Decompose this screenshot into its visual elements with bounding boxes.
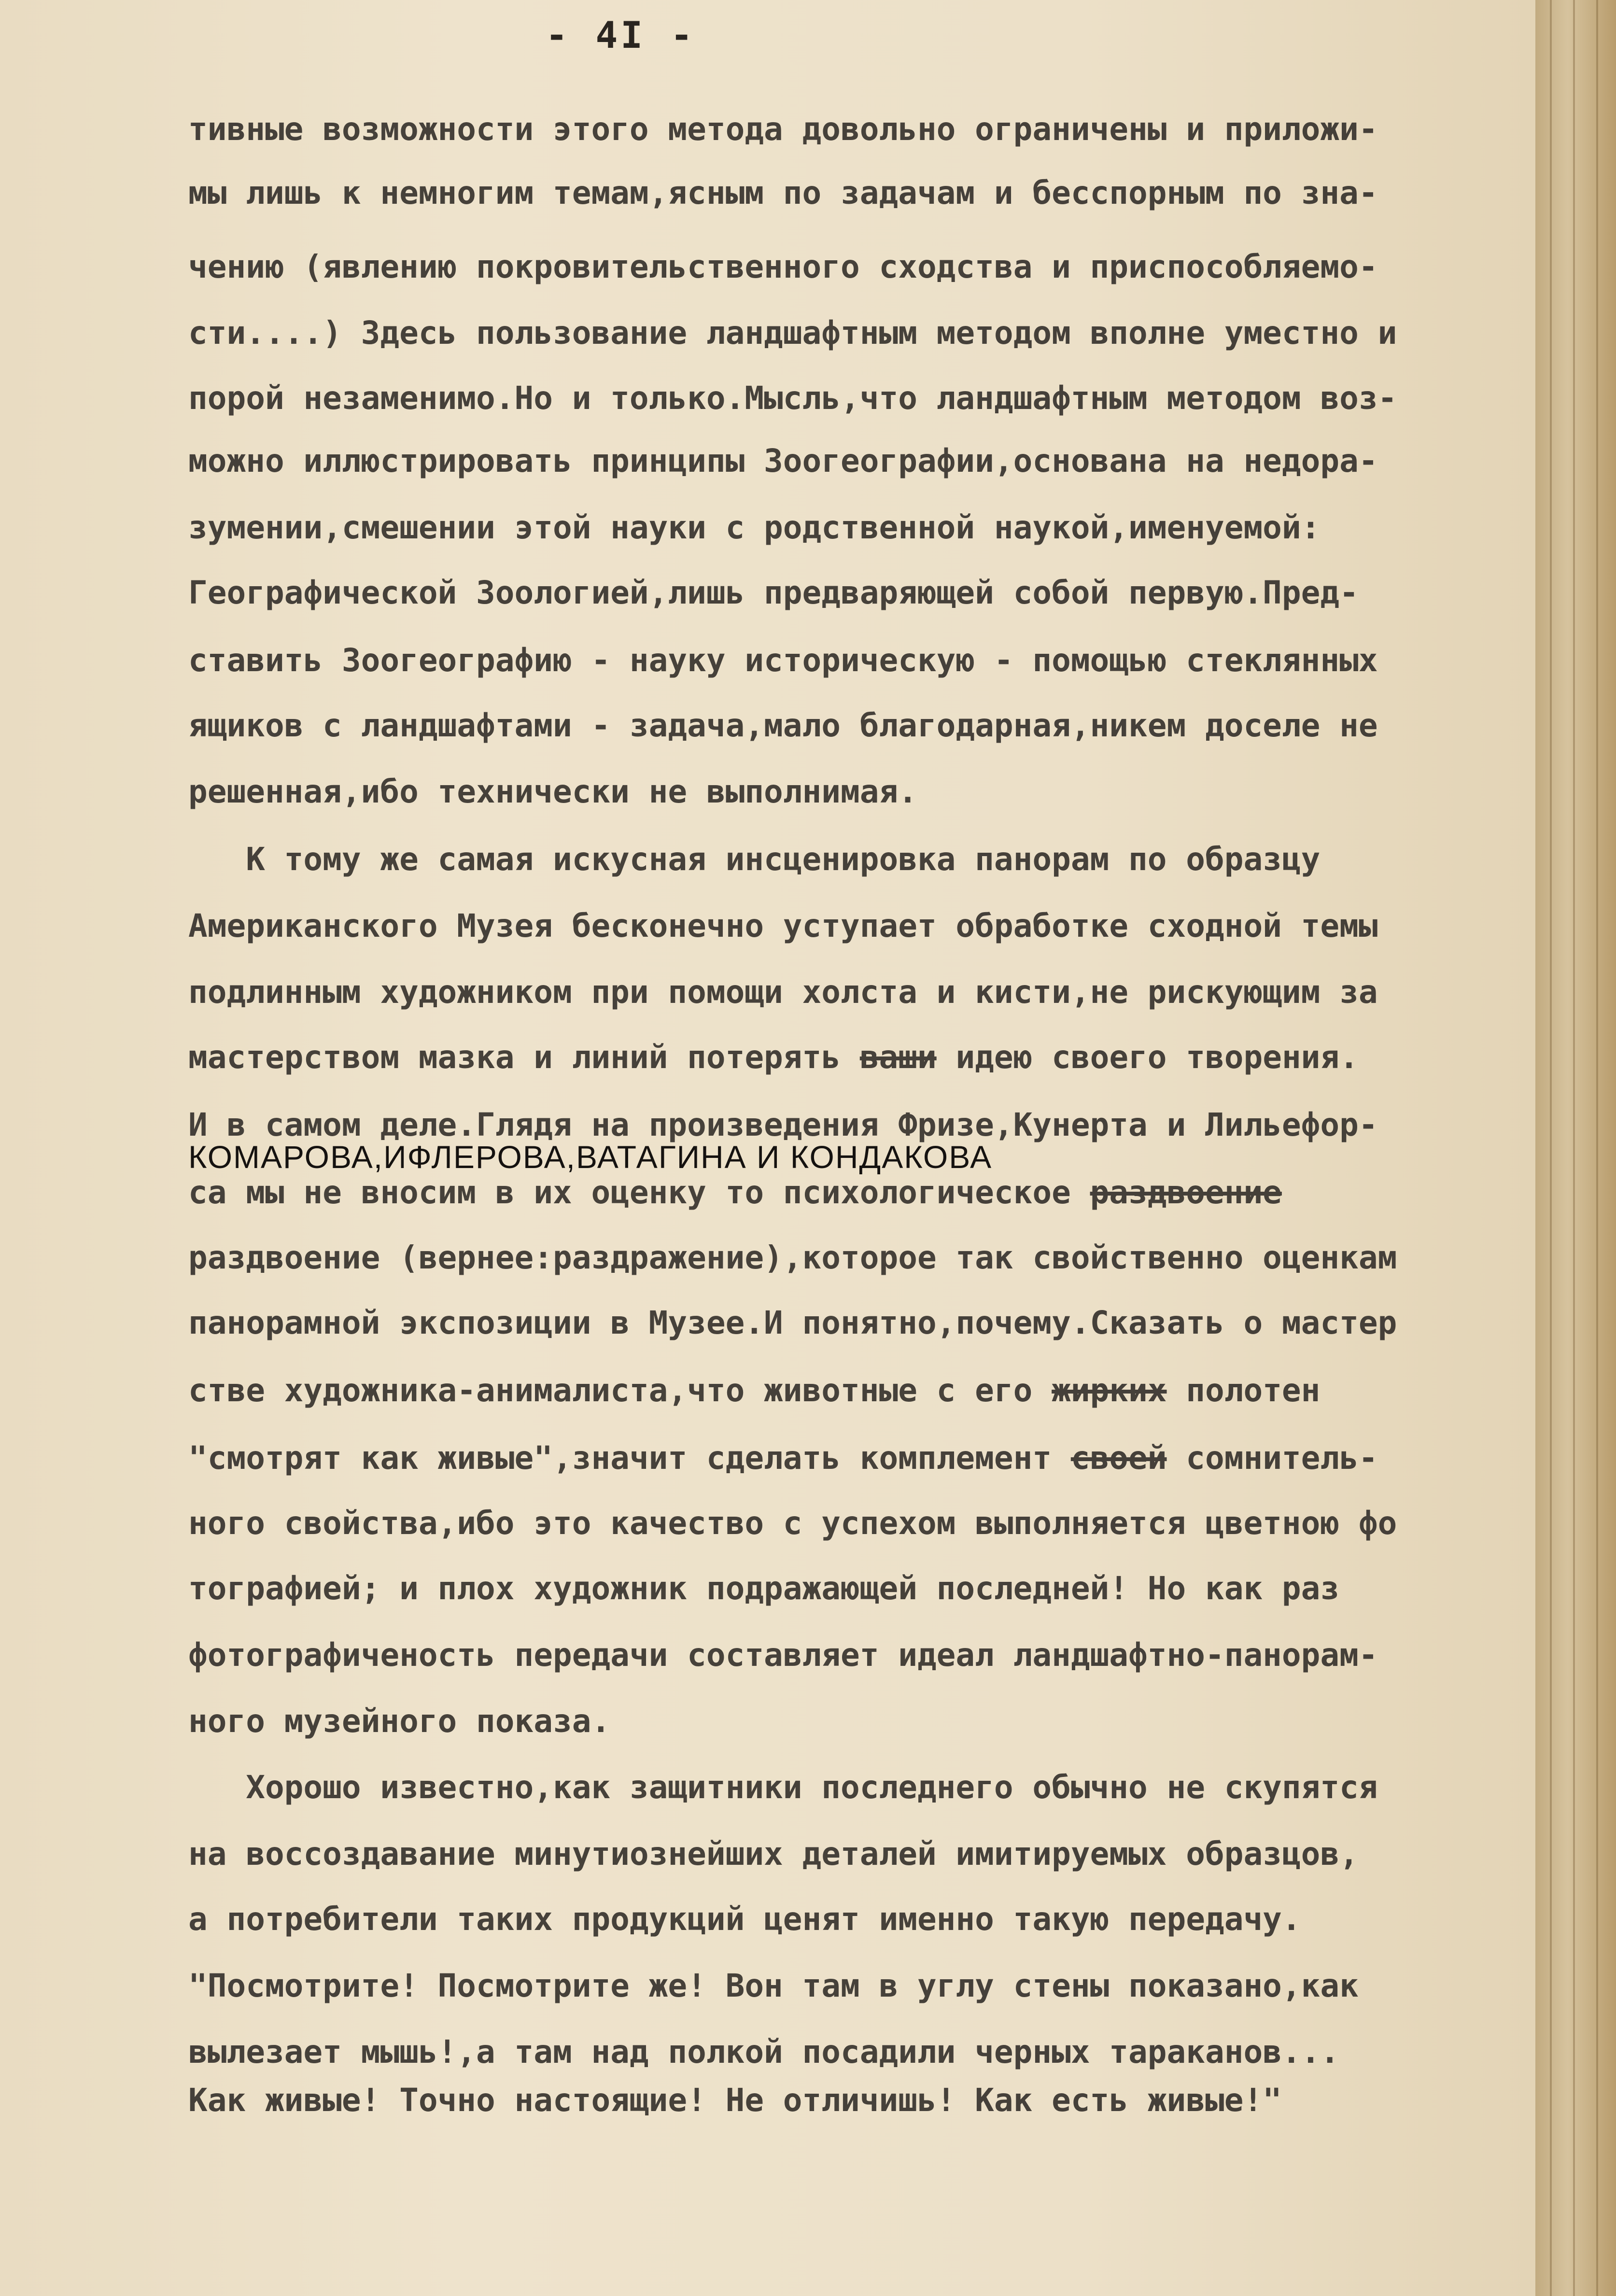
text-line: тографией; и плох художник подражающей последней! Но как раз (188, 1570, 1340, 1607)
text-line: К тому же самая искусная инсценировка панорам по образцу (188, 841, 1321, 878)
text-line: а потребители таких продукций ценят именно такую передачу. (188, 1901, 1301, 1938)
text-line (188, 1439, 1378, 1478)
line-text: сомнитель- (1166, 1439, 1378, 1477)
text-line (188, 1038, 1359, 1077)
struck-word: ваши (859, 1039, 937, 1076)
text-line: на воссоздавание минутиознейших деталей имитируемых образцов, (188, 1835, 1359, 1873)
struck-word: жирких (1052, 1372, 1167, 1409)
line-text: идею своего творения. (936, 1039, 1359, 1076)
struck-word: раздвоение (1090, 1174, 1282, 1211)
text-line: ставить Зоогеографию - науку историческую - помощью стеклянных (188, 642, 1378, 679)
edge-line (1573, 0, 1575, 2296)
text-line: тивные возможности этого метода довольно ограничены и приложи- (188, 111, 1378, 148)
text-line: "Посмотрите! Посмотрите же! Вон там в углу стены показано,как (188, 1967, 1359, 2004)
text-line: решенная,ибо технически не выполнимая. (188, 773, 917, 810)
text-line: И в самом деле.Глядя на произведения Фризе,Кунерта и Лильефор- (188, 1106, 1378, 1143)
page-edge-stack (1535, 0, 1616, 2296)
text-line: ного музейного показа. (188, 1703, 611, 1740)
text-line: вылезает мышь!,а там над полкой посадили черных тараканов... (188, 2033, 1340, 2071)
text-line: фотографиченость передачи составляет идеал ландшафтно-панорам- (188, 1636, 1378, 1674)
page-number: - 4I - (546, 14, 696, 56)
text-line: порой незаменимо.Но и только.Мысль,что ландшафтным методом воз- (188, 380, 1397, 417)
text-line: ящиков с ландшафтами - задача,мало благодарная,никем доселе не (188, 707, 1378, 744)
text-line: сти....) Здесь пользование ландшафтным методом вполне уместно и (188, 314, 1397, 352)
text-line: ного свойства,ибо это качество с успехом выполняется цветною фо (188, 1505, 1397, 1542)
typed-insertion: КОМАРОВА,ИФЛЕРОВА,ВАТАГИНА И КОНДАКОВА (188, 1139, 993, 1175)
text-line: панорамной экспозиции в Музее.И понятно,почему.Сказать о мастер (188, 1304, 1397, 1341)
text-line: чению (явлению покровительственного сходства и приспособляемо- (188, 248, 1378, 285)
line-text: са мы не вносим в их оценку то психологическое (188, 1174, 1090, 1211)
edge-line (1596, 0, 1598, 2296)
text-line: Американского Музея бесконечно уступает обработке сходной темы (188, 907, 1378, 944)
text-line: мы лишь к немногим темам,ясным по задачам и бесспорным по зна- (188, 174, 1378, 211)
text-line: Как живые! Точно настоящие! Не отличишь! Как есть живые!" (188, 2082, 1282, 2119)
text-line: подлинным художником при помощи холста и кисти,не рискующим за (188, 973, 1378, 1011)
text-line: зумении,смешении этой науки с родственной наукой,именуемой: (188, 509, 1321, 546)
line-text: полотен (1166, 1372, 1321, 1409)
line-text: мастерством мазка и линий потерять (188, 1039, 860, 1076)
line-text: "смотрят как живые",значит сделать комплемент (188, 1439, 1071, 1477)
text-line: можно иллюстрировать принципы Зоогеографии,основана на недора- (188, 442, 1378, 479)
text-line: Хорошо известно,как защитники последнего обычно не скупятся (188, 1769, 1378, 1806)
line-text: стве художника-анималиста,что животные с его (188, 1372, 1052, 1409)
edge-line (1550, 0, 1552, 2296)
text-line: Географической Зоологией,лишь предваряющей собой первую.Пред- (188, 574, 1359, 611)
text-line: раздвоение (вернее:раздражение),которое так свойственно оценкам (188, 1239, 1397, 1276)
text-line (188, 1173, 1282, 1212)
text-line (188, 1371, 1320, 1410)
struck-word: своей (1070, 1439, 1167, 1477)
